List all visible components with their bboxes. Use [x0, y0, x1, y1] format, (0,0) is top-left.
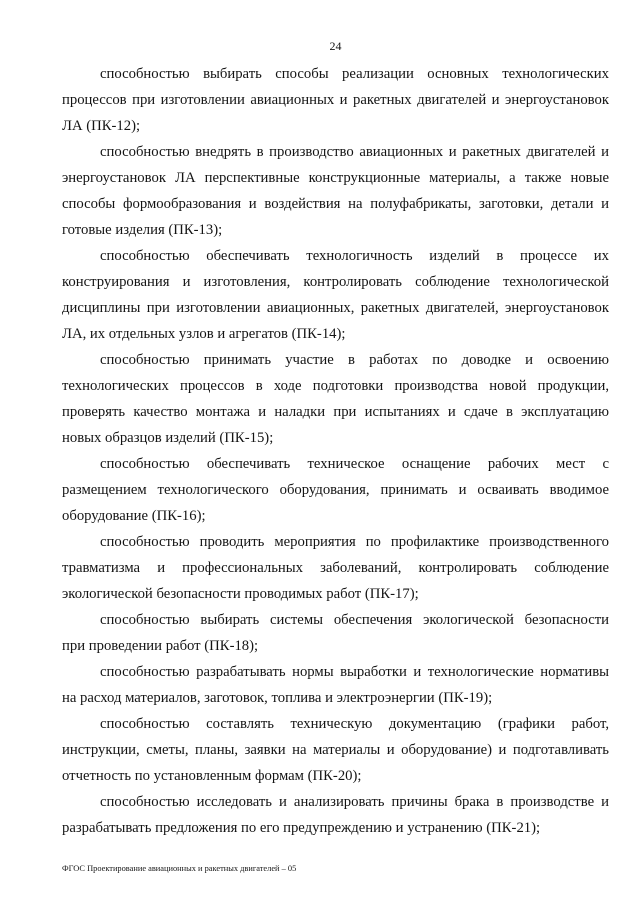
- competency-list: [62, 61, 609, 841]
- text-line: инструкции, сметы, планы, заявки на материалы и оборудование) и подготавливать: [62, 742, 609, 758]
- competency-paragraph-pk-13: [62, 139, 609, 243]
- competency-paragraph-pk-12: [62, 61, 609, 139]
- text-line: способностью выбирать системы обеспечения экологической безопасности: [100, 612, 609, 628]
- text-line: способностью исследовать и анализировать причины брака в производстве и: [100, 794, 609, 810]
- text-line: способностью обеспечивать техническое оснащение рабочих мест с: [100, 456, 609, 472]
- text-line: способностью составлять техническую документацию (графики работ,: [100, 716, 609, 732]
- text-line: дисциплины при изготовлении авиационных, ракетных двигателей, энергоустановок: [62, 300, 609, 316]
- text-line: разрабатывать предложения по его предупреждению и устранению (ПК-21);: [62, 820, 541, 836]
- text-line: проверять качество монтажа и наладки при испытаниях и сдаче в эксплуатацию: [62, 404, 609, 420]
- text-line: способностью выбирать способы реализации основных технологических: [100, 66, 609, 82]
- text-line: процессов при изготовлении авиационных и ракетных двигателей и энергоустановок: [62, 92, 609, 108]
- competency-paragraph-pk-16: [62, 451, 609, 529]
- text-line: ЛА, их отдельных узлов и агрегатов (ПК-14);: [62, 326, 346, 342]
- text-line: энергоустановок ЛА перспективные конструкционные материалы, а также новые: [62, 170, 609, 186]
- text-line: ЛА (ПК-12);: [62, 118, 141, 134]
- competency-paragraph-pk-18: [62, 607, 609, 659]
- text-line: способностью разрабатывать нормы выработки и технологические нормативы: [100, 664, 609, 680]
- text-line: способы формообразования и воздействия на полуфабрикаты, заготовки, детали и: [62, 196, 609, 212]
- text-line: новых образцов изделий (ПК-15);: [62, 430, 274, 446]
- page-number: 24: [329, 39, 342, 53]
- competency-paragraph-pk-15: [62, 347, 609, 451]
- competency-paragraph-pk-19: [62, 659, 609, 711]
- text-line: способностью принимать участие в работах по доводке и освоению: [100, 352, 609, 368]
- text-line: травматизма и профессиональных заболеваний, контролировать соблюдение: [62, 560, 609, 576]
- text-line: способностью внедрять в производство авиационных и ракетных двигателей и: [100, 144, 609, 160]
- text-line: технологических процессов в ходе подготовки производства новой продукции,: [62, 378, 609, 394]
- footer-text: ФГОС Проектирование авиационных и ракетных двигателей – 05: [62, 864, 297, 873]
- text-line: способностью обеспечивать технологичность изделий в процессе их: [100, 248, 609, 264]
- competency-paragraph-pk-17: [62, 529, 609, 607]
- text-line: отчетность по установленным формам (ПК-20);: [62, 768, 362, 784]
- competency-paragraph-pk-20: [62, 711, 609, 789]
- text-line: размещением технологического оборудования, принимать и осваивать вводимое: [62, 482, 609, 498]
- text-line: конструирования и изготовления, контролировать соблюдение технологической: [62, 274, 609, 290]
- competency-paragraph-pk-14: [62, 243, 609, 347]
- competency-paragraph-pk-21: [62, 789, 609, 841]
- text-line: готовые изделия (ПК-13);: [62, 222, 223, 238]
- text-line: экологической безопасности проводимых работ (ПК-17);: [62, 586, 419, 602]
- text-line: при проведении работ (ПК-18);: [62, 638, 259, 654]
- text-line: оборудование (ПК-16);: [62, 508, 206, 524]
- text-line: способностью проводить мероприятия по профилактике производственного: [100, 534, 609, 550]
- text-line: на расход материалов, заготовок, топлива и электроэнергии (ПК-19);: [62, 690, 493, 706]
